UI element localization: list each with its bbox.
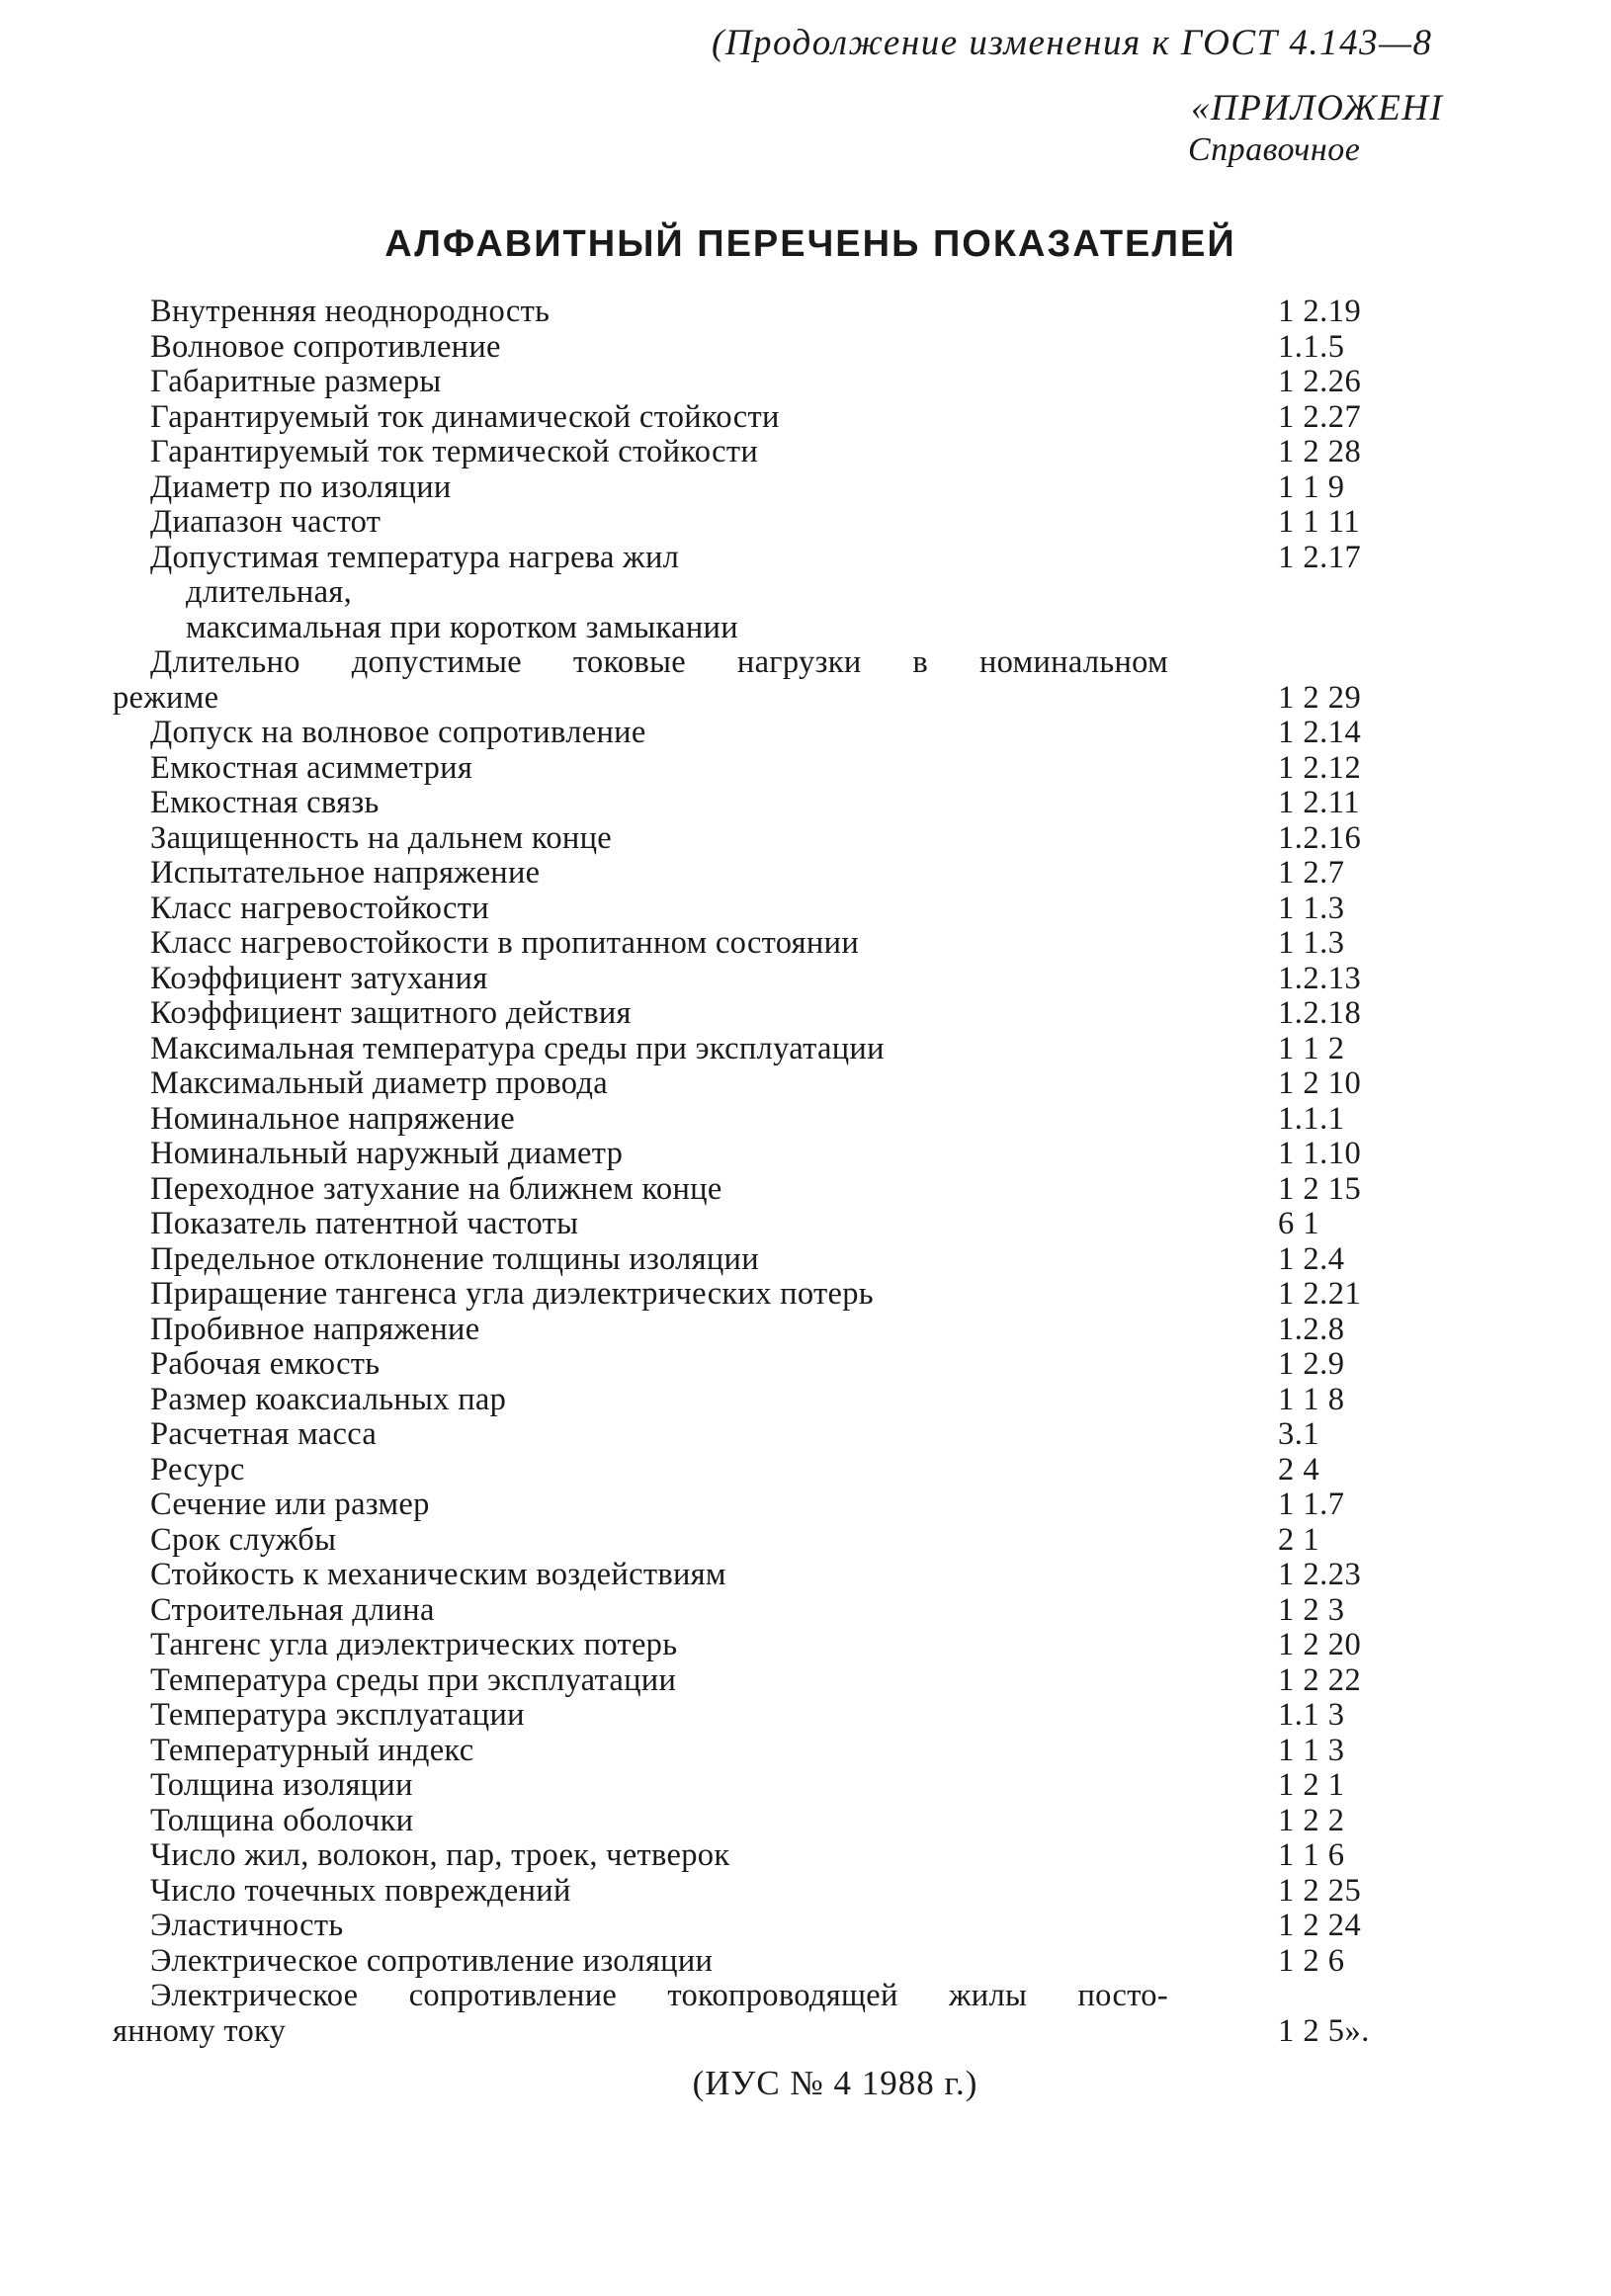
index-entry (0, 1277, 1611, 1313)
index-clause-number: 1 2.19 (1278, 294, 1362, 329)
index-clause-number: 1 2 29 (1278, 679, 1362, 716)
index-entry (0, 926, 1611, 962)
index-term: Приращение тангенса угла диэлектрических потерь (150, 1276, 874, 1312)
index-term: Допустимая температура нагрева жил (150, 539, 680, 575)
index-entry (0, 1734, 1611, 1769)
index-entry (0, 1523, 1611, 1559)
index-term: Показатель патентной частоты (150, 1206, 579, 1241)
index-clause-number: 1.1.1 (1278, 1100, 1345, 1137)
index-clause-number: 1 1 11 (1278, 504, 1361, 540)
index-entry (0, 821, 1611, 857)
index-term: Номинальное напряжение (150, 1100, 516, 1137)
index-term-word: нагрузки (736, 644, 862, 680)
index-entry (0, 365, 1611, 400)
index-entry (0, 1804, 1611, 1839)
index-term: Толщина изоляции (150, 1767, 413, 1803)
index-entry (0, 962, 1611, 997)
index-clause-number: 1 2 3 (1278, 1591, 1345, 1628)
index-clause-number: 1 1.3 (1278, 890, 1345, 926)
index-entry (0, 1383, 1611, 1418)
index-term: Число жил, волокон, пар, троек, четверок (150, 1837, 730, 1873)
index-term: Строительная длина (150, 1591, 435, 1628)
index-term-word: токопроводящей (667, 1978, 898, 2013)
index-clause-number: 1 2 1 (1278, 1767, 1345, 1803)
index-term: Максимальный диаметр провода (150, 1065, 608, 1101)
index-clause-number: 1 2.11 (1278, 785, 1361, 820)
index-entry (0, 1628, 1611, 1663)
index-term: Испытательное напряжение (150, 855, 541, 891)
index-clause-number: 1 2 20 (1278, 1627, 1362, 1662)
index-clause-number: 1.1.5 (1278, 328, 1345, 365)
index-entry (0, 330, 1611, 366)
index-entry (0, 611, 1611, 646)
index-term: Внутренняя неоднородность (150, 294, 551, 329)
index-clause-number: 1 2.23 (1278, 1557, 1362, 1592)
index-term-word: номинальном (978, 644, 1168, 680)
index-term: Число точечных повреждений (150, 1872, 571, 1909)
index-clause-number: 1 2 15 (1278, 1170, 1362, 1207)
index-term: Класс нагревостойкости в пропитанном состоянии (150, 925, 860, 961)
index-entry (0, 541, 1611, 576)
index-clause-number: 1 2 28 (1278, 434, 1362, 469)
index-entry (0, 856, 1611, 892)
index-clause-number: 1 2 2 (1278, 1802, 1345, 1838)
index-entry (0, 892, 1611, 927)
index-term: Класс нагревостойкости (150, 890, 489, 926)
index-entry (0, 1137, 1611, 1172)
index-term-word: Длительно (150, 644, 300, 680)
index-clause-number: 1 2.7 (1278, 855, 1345, 891)
index-term-word: посто- (1077, 1978, 1168, 2013)
index-clause-number: 1 1 6 (1278, 1837, 1345, 1873)
index-term: Волновое сопротивление (150, 328, 501, 365)
header-continuation: (Продолжение изменения к ГОСТ 4.143—8 (712, 23, 1433, 63)
index-entry (0, 295, 1611, 330)
index-term-word: токовые (572, 644, 686, 680)
index-entry (0, 1909, 1611, 1944)
index-term: Ресурс (150, 1451, 245, 1488)
index-term: Электрическое сопротивление изоляции (150, 1942, 714, 1979)
index-entry (0, 1066, 1611, 1102)
index-entry (0, 751, 1611, 787)
index-clause-number: 3.1 (1278, 1416, 1320, 1452)
index-clause-number: 1.1 3 (1278, 1697, 1345, 1733)
index-entry (0, 435, 1611, 470)
index-entry (0, 996, 1611, 1032)
index-term: Гарантируемый ток термической стойкости (150, 434, 759, 469)
index-clause-number: 1.2.18 (1278, 995, 1362, 1031)
index-clause-number: 1 2.26 (1278, 364, 1362, 399)
index-clause-number: 1.2.16 (1278, 819, 1362, 856)
index-entry (0, 645, 1611, 681)
index-entry (0, 1663, 1611, 1699)
index-entry (0, 716, 1611, 751)
index-clause-number: 1 2 22 (1278, 1661, 1362, 1698)
index-entry (0, 1874, 1611, 1910)
index-entry (0, 1032, 1611, 1067)
index-entry (0, 1593, 1611, 1629)
index-clause-number: 1 2.4 (1278, 1240, 1345, 1277)
index-entry (0, 1172, 1611, 1208)
index-clause-number: 1 1 8 (1278, 1381, 1345, 1417)
index-term: Размер коаксиальных пар (150, 1381, 507, 1417)
index-term: Защищенность на дальнем конце (150, 819, 613, 856)
index-term: длительная, (186, 574, 353, 610)
page-title: АЛФАВИТНЫЙ ПЕРЕЧЕНЬ ПОКАЗАТЕЛЕЙ (384, 223, 1236, 265)
index-term: Коэффициент защитного действия (150, 995, 632, 1031)
index-term: режиме (113, 679, 219, 716)
index-clause-number: 1 2.12 (1278, 749, 1362, 786)
index-clause-number: 1 1.3 (1278, 925, 1345, 961)
index-clause-number: 1 2.9 (1278, 1346, 1345, 1382)
index-term: Предельное отклонение толщины изоляции (150, 1240, 759, 1277)
index-term: Габаритные размеры (150, 364, 442, 399)
index-entry (0, 1313, 1611, 1348)
index-term: Температура среды при эксплуатации (150, 1661, 677, 1698)
index-clause-number: 1.2.8 (1278, 1311, 1345, 1347)
index-term-word: допустимые (351, 644, 522, 680)
index-clause-number: 2 1 (1278, 1521, 1320, 1558)
index-term (150, 645, 1168, 681)
index-entry (0, 2014, 1611, 2050)
index-entry (0, 786, 1611, 821)
index-clause-number: 1 1.7 (1278, 1487, 1345, 1522)
index-entry (0, 1207, 1611, 1242)
index-entry (0, 1453, 1611, 1488)
index-term-word: в (912, 644, 929, 680)
index-clause-number: 1 2.21 (1278, 1276, 1362, 1312)
index-clause-number: 1 2 6 (1278, 1942, 1345, 1979)
index-entry (0, 505, 1611, 541)
index-term: Рабочая емкость (150, 1346, 381, 1382)
index-entry (0, 1768, 1611, 1804)
index-term: Гарантируемый ток динамической стойкости (150, 398, 780, 435)
index-term-word: жилы (949, 1978, 1028, 2013)
index-clause-number: 1 1.10 (1278, 1136, 1362, 1171)
index-term: Толщина оболочки (150, 1802, 414, 1838)
index-term: Срок службы (150, 1521, 337, 1558)
index-term: Максимальная температура среды при эксплуатации (150, 1030, 885, 1066)
index-term: Допуск на волновое сопротивление (150, 715, 646, 750)
index-clause-number: 6 1 (1278, 1206, 1320, 1241)
index-term: Эластичность (150, 1908, 344, 1943)
header-reference: Справочное (1188, 131, 1361, 168)
index-term: Температура эксплуатации (150, 1697, 525, 1733)
index-term-word: Электрическое (150, 1978, 359, 2013)
index-term-word: сопротивление (408, 1978, 618, 2013)
index-term: максимальная при коротком замыкании (186, 609, 738, 645)
index-clause-number: 1 2 10 (1278, 1065, 1362, 1101)
index-entry (0, 1698, 1611, 1734)
index-term: Диапазон частот (150, 504, 382, 540)
index-entry (0, 681, 1611, 717)
index-term: Пробивное напряжение (150, 1311, 480, 1347)
index-entry (0, 1488, 1611, 1523)
index-term: Емкостная асимметрия (150, 749, 473, 786)
index-clause-number: 1 1 9 (1278, 468, 1345, 505)
index-clause-number: 1 1 2 (1278, 1030, 1345, 1066)
index-clause-number: 2 4 (1278, 1451, 1320, 1488)
index-term: Тангенс угла диэлектрических потерь (150, 1627, 678, 1662)
index-entry (0, 1102, 1611, 1138)
index-clause-number: 1.2.13 (1278, 960, 1362, 996)
imprint: (ИУС № 4 1988 г.) (692, 2064, 978, 2102)
index-clause-number: 1 2.14 (1278, 715, 1362, 750)
index-term: Стойкость к механическим воздействиям (150, 1557, 726, 1592)
index-term: Температурный индекс (150, 1732, 474, 1768)
index-term: Переходное затухание на ближнем конце (150, 1170, 722, 1207)
index-clause-number: 1 2.17 (1278, 539, 1362, 575)
index-entry (0, 1838, 1611, 1874)
header-appendix: «ПРИЛОЖЕНІ (1191, 88, 1444, 128)
index-entry (0, 1242, 1611, 1278)
index-entry (0, 1347, 1611, 1383)
index-term: Сечение или размер (150, 1487, 430, 1522)
index-term: Емкостная связь (150, 785, 380, 820)
index-clause-number: 1 2.27 (1278, 398, 1362, 435)
index-entry (0, 575, 1611, 611)
index-term: Номинальный наружный диаметр (150, 1136, 624, 1171)
index-entry (0, 1979, 1611, 2014)
index-term: янному току (113, 2012, 287, 2049)
index-term: Коэффициент затухания (150, 960, 488, 996)
index-term: Расчетная масса (150, 1416, 378, 1452)
index-entry (0, 1417, 1611, 1453)
index-list (0, 295, 1611, 2049)
index-clause-number: 1 2 24 (1278, 1908, 1362, 1943)
index-entry (0, 1944, 1611, 1980)
index-term: Диаметр по изоляции (150, 468, 452, 505)
index-clause-number: 1 2 5». (1278, 2012, 1370, 2049)
index-clause-number: 1 2 25 (1278, 1872, 1362, 1909)
index-entry (0, 1558, 1611, 1593)
index-entry (0, 470, 1611, 506)
index-clause-number: 1 1 3 (1278, 1732, 1345, 1768)
index-term (150, 1979, 1168, 2014)
index-entry (0, 400, 1611, 436)
